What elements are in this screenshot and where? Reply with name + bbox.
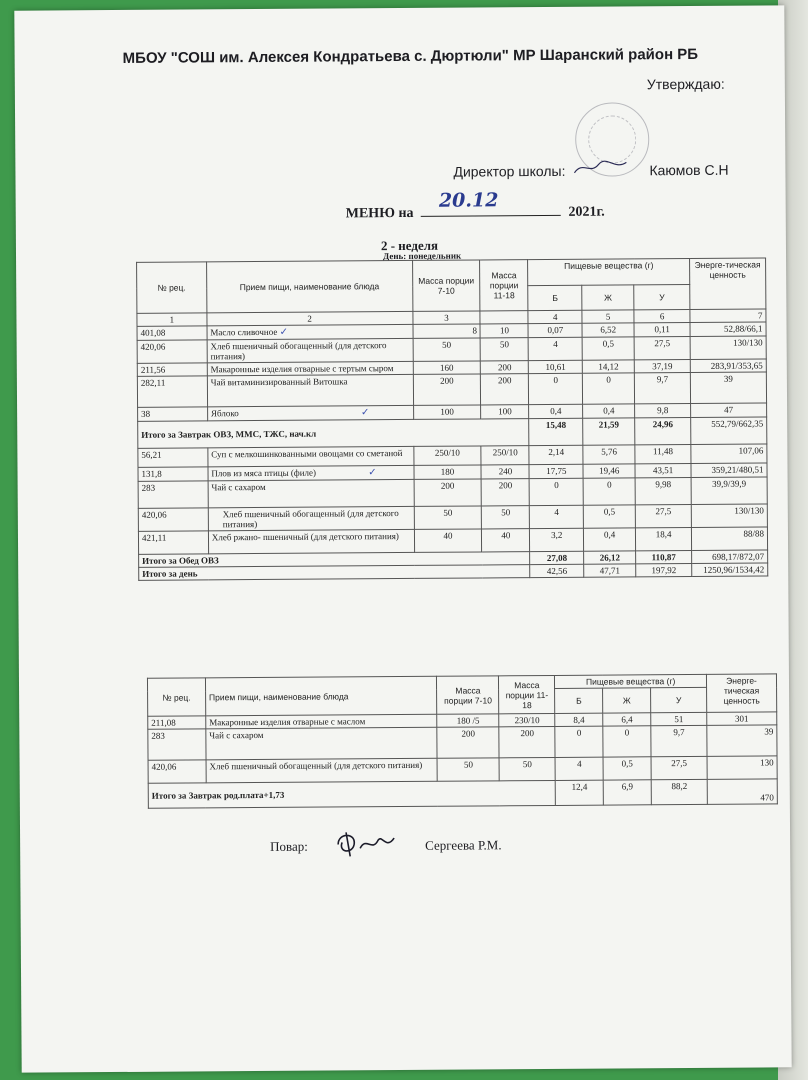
row-num: 283 <box>148 729 206 760</box>
cook-signature-icon <box>332 826 412 859</box>
row-m2: 10 <box>480 324 528 338</box>
row-zh: 14,12 <box>583 360 635 373</box>
row-zh: 0,5 <box>582 337 634 360</box>
total-energy: 552,79/662,35 <box>691 417 767 445</box>
row-zh: 0,5 <box>603 757 651 780</box>
row-name: Чай витаминизированный Витошка <box>207 374 413 406</box>
header-mass2: Масса порции 11-18 <box>480 260 528 311</box>
table-row <box>137 372 766 407</box>
header-zh: Ж <box>582 285 634 310</box>
row-name: Суп с мелкошинкованными овощами со сметаной <box>208 446 414 466</box>
total-u: 24,96 <box>635 417 691 444</box>
director-signature-icon <box>570 156 630 178</box>
row-m1: 200 <box>414 479 482 506</box>
director-name: Каюмов С.Н <box>649 161 729 179</box>
row-b: 0 <box>555 726 603 757</box>
row-m2: 250/10 <box>481 446 529 465</box>
row-m1: 50 <box>413 338 481 361</box>
row-b: 4 <box>555 757 603 780</box>
row-name: Плов из мяса птицы (филе) ✓ <box>208 465 414 480</box>
row-energy: 39 <box>707 725 777 756</box>
total-label: Итого за день <box>139 565 530 581</box>
school-title: МБОУ "СОШ им. Алексея Кондратьева с. Дюртюли" МР Шаранский район РБ <box>122 45 699 67</box>
row-energy: 107,06 <box>691 444 767 464</box>
row-b: 8,4 <box>555 713 603 726</box>
header-zh: Ж <box>603 688 651 713</box>
checkmark-icon: ✓ <box>360 407 370 419</box>
header-u: У <box>651 687 707 712</box>
row-num: 211,08 <box>148 716 206 729</box>
index-cell: 7 <box>690 309 766 323</box>
row-m2: 50 <box>499 757 555 780</box>
header-num: № рец. <box>137 262 207 313</box>
row-u: 9,7 <box>651 725 707 756</box>
row-u: 9,8 <box>635 403 691 417</box>
row-zh: 5,76 <box>583 445 635 464</box>
total-b: 15,48 <box>529 418 583 445</box>
row-zh: 6,4 <box>603 713 651 726</box>
row-num: 211,56 <box>137 363 207 376</box>
row-m1: 8 <box>413 324 481 338</box>
approve-label: Утверждаю: <box>646 75 725 93</box>
header-nutrients: Пищевые вещества (г) <box>528 258 690 285</box>
row-u: 9,7 <box>634 372 690 403</box>
row-m1: 160 <box>413 361 481 374</box>
row-num: 420,06 <box>137 340 207 363</box>
row-m1: 200 <box>437 727 499 758</box>
row-name: Масло сливочное ✓ <box>207 324 413 339</box>
row-m1: 100 <box>413 405 481 419</box>
row-m1: 250/10 <box>413 446 481 465</box>
row-u: 0,11 <box>634 322 690 336</box>
header-mass1: Масса порции 7-10 <box>437 676 499 714</box>
total-energy: 470 <box>707 779 777 804</box>
index-cell: 4 <box>528 310 582 323</box>
menu-date-blank <box>421 189 561 217</box>
total-zh: 21,59 <box>583 418 635 445</box>
row-b: 0 <box>529 373 583 404</box>
row-m1: 50 <box>437 758 499 781</box>
header-energy: Энерге-тическая ценность <box>690 258 766 310</box>
header-name: Прием пищи, наименование блюда <box>206 260 412 312</box>
index-cell: 2 <box>207 311 413 325</box>
menu-label: МЕНЮ на <box>345 205 414 222</box>
row-m2: 50 <box>482 506 530 529</box>
row-u: 43,51 <box>635 463 691 477</box>
row-b: 17,75 <box>529 464 583 478</box>
row-m1: 50 <box>414 506 482 529</box>
row-zh: 0,4 <box>583 404 635 418</box>
row-energy: 359,21/480,51 <box>691 463 767 478</box>
total-zh: 26,12 <box>584 551 636 564</box>
row-energy: 52,88/66,1 <box>690 322 766 337</box>
header-energy: Энерге-тическая ценность <box>706 674 776 712</box>
header-u: У <box>634 284 690 309</box>
row-m2: 200 <box>481 374 529 405</box>
row-u: 11,48 <box>635 444 691 463</box>
row-energy: 130/130 <box>691 504 767 528</box>
row-m2: 200 <box>482 479 530 506</box>
row-m1: 200 <box>413 374 481 405</box>
row-m2: 230/10 <box>499 713 555 726</box>
row-zh: 0,5 <box>584 505 636 528</box>
row-energy: 301 <box>707 712 777 725</box>
row-name: Макаронные изделия отварные с тертым сыром <box>207 361 413 375</box>
row-num: 420,06 <box>138 508 208 531</box>
total-zh: 47,71 <box>584 564 636 577</box>
row-num: 283 <box>138 481 208 508</box>
row-b: 4 <box>528 337 582 360</box>
row-m1: 180 /5 <box>437 714 499 727</box>
row-name: Макаронные изделия отварные с маслом <box>206 714 438 729</box>
menu-date: 20.12 <box>438 189 499 212</box>
index-cell: 6 <box>634 309 690 322</box>
cook-name: Сергеева Р.М. <box>425 837 502 853</box>
row-b: 0,07 <box>528 323 582 337</box>
row-energy: 47 <box>691 403 767 418</box>
total-energy: 698,17/872,07 <box>692 550 768 564</box>
row-u: 51 <box>651 712 707 725</box>
checkmark-icon: ✓ <box>368 467 377 479</box>
index-cell: 3 <box>412 311 480 324</box>
row-u: 37,19 <box>634 359 690 372</box>
row-name: Чай с сахаром <box>208 479 414 507</box>
index-cell <box>480 311 528 324</box>
row-u: 27,5 <box>651 756 707 779</box>
row-m1: 40 <box>414 529 482 552</box>
header-nutrients: Пищевые вещества (г) <box>555 674 707 688</box>
row-m2: 50 <box>481 338 529 361</box>
row-name: Хлеб пшеничный обогащенный (для детского питания) <box>206 758 438 783</box>
menu-title <box>345 189 605 223</box>
row-u: 18,4 <box>636 527 692 550</box>
menu-table-paid <box>147 673 778 808</box>
row-num: 131,8 <box>138 467 208 481</box>
week-label: 2 - неделя <box>380 237 439 254</box>
row-name: Хлеб пшеничный обогащенный (для детского питания) <box>207 338 413 362</box>
row-num: 420,06 <box>148 760 206 783</box>
index-cell: 1 <box>137 313 207 326</box>
row-num: 282,11 <box>137 376 207 407</box>
row-energy: 88/88 <box>691 527 767 551</box>
row-m2: 200 <box>499 726 555 757</box>
row-num: 421,11 <box>138 531 208 554</box>
menu-table-main <box>136 257 768 580</box>
row-energy: 283,91/353,65 <box>690 359 766 373</box>
row-energy: 130/130 <box>690 336 766 360</box>
row-name: Яблоко ✓ <box>207 405 413 420</box>
day-label: День: понедельник <box>382 250 462 262</box>
row-b: 10,61 <box>529 360 583 373</box>
row-zh: 6,52 <box>582 323 634 337</box>
row-num: 56,21 <box>138 448 208 467</box>
total-zh: 6,9 <box>603 780 651 805</box>
total-label: Итого за Обед ОВЗ <box>139 552 530 568</box>
director-label: Директор школы: <box>453 162 566 180</box>
total-b: 12,4 <box>555 780 603 805</box>
row-num: 38 <box>138 407 208 421</box>
row-zh: 0 <box>603 726 651 757</box>
menu-year: 2021г. <box>568 204 605 220</box>
menu-document <box>14 5 791 1072</box>
index-cell: 5 <box>582 310 634 323</box>
row-m2: 200 <box>481 361 529 374</box>
row-m2: 40 <box>482 529 530 552</box>
row-m2: 240 <box>481 465 529 479</box>
row-name: Чай с сахаром <box>206 727 438 760</box>
row-zh: 0 <box>583 478 635 505</box>
header-num: № рец. <box>147 678 205 716</box>
row-name: Хлеб пшеничный обогащенный (для детского питания) <box>208 506 414 530</box>
row-zh: 19,46 <box>583 464 635 478</box>
total-label: Итого за Завтрак ОВЗ, ММС, ТЖС, нач.кл <box>138 419 530 449</box>
row-b: 4 <box>530 505 584 528</box>
total-label: Итого за Завтрак род.плата+1,73 <box>148 780 555 808</box>
header-name: Прием пищи, наименование блюда <box>205 676 437 716</box>
row-u: 9,98 <box>635 477 691 504</box>
row-energy: 39 <box>690 372 766 404</box>
row-zh: 0 <box>583 373 635 404</box>
total-b: 42,56 <box>530 564 584 577</box>
row-u: 27,5 <box>634 336 690 359</box>
cook-label: Повар: <box>270 838 308 854</box>
total-b: 27,08 <box>530 551 584 564</box>
total-paid-row <box>148 779 777 808</box>
row-num: 401,08 <box>137 326 207 340</box>
row-u: 27,5 <box>635 504 691 527</box>
row-energy: 39,9/39,9 <box>691 477 767 505</box>
row-zh: 0,4 <box>584 528 636 551</box>
header-b: Б <box>528 285 582 310</box>
row-b: 0,4 <box>529 404 583 418</box>
row-m2: 100 <box>481 405 529 419</box>
header-b: Б <box>555 688 603 713</box>
row-b: 2,14 <box>529 445 583 464</box>
row-name: Хлеб ржано- пшеничный (для детского питания) <box>208 529 414 553</box>
row-energy: 130 <box>707 756 777 779</box>
total-u: 88,2 <box>651 779 707 804</box>
total-energy: 1250,96/1534,42 <box>692 563 768 577</box>
header-mass1: Масса порции 7-10 <box>412 260 480 311</box>
total-u: 110,87 <box>636 550 692 563</box>
row-b: 3,2 <box>530 528 584 551</box>
checkmark-icon: ✓ <box>279 326 289 338</box>
row-b: 0 <box>529 478 583 505</box>
row-m1: 180 <box>414 465 482 479</box>
total-u: 197,92 <box>636 563 692 576</box>
header-mass2: Масса порции 11-18 <box>499 675 555 713</box>
table-row <box>148 725 777 760</box>
